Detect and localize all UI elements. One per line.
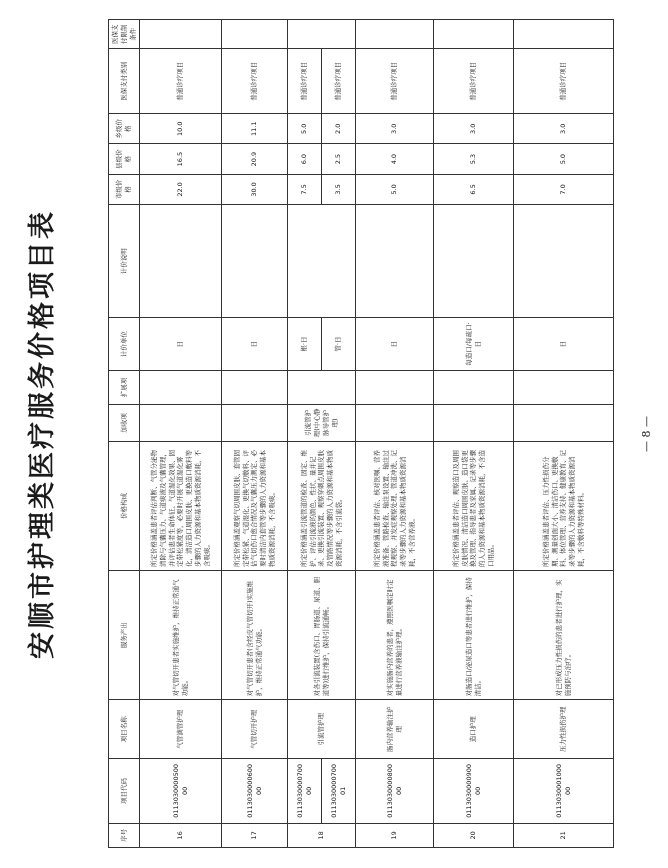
cell-unit: 日 [222,318,288,371]
cell-name: 气管切开护理 [222,700,288,759]
cell-addon: 引流管护理(中心静脉导管护理) [288,405,356,441]
header-note: 计价说明 [109,205,140,318]
cell-city-price: 22.0 [140,174,222,204]
cell-extension [434,370,514,404]
cell-county-price: 4.0 [356,144,434,174]
header-category: 医保支付类别 [109,49,140,114]
cell-category: 普通诊疗项目 [222,49,288,114]
cell-township-price: 10.0 [140,114,222,144]
cell-seq: 17 [222,823,288,847]
document-title: 安顺市护理类医疗服务价格项目表 [27,209,58,659]
cell-restriction [222,20,288,49]
cell-restriction [140,20,222,49]
cell-code: 011303000100000 [514,759,614,824]
table-row [356,20,434,848]
table-row [514,20,614,848]
cell-restriction [356,20,434,49]
cell-township-price: 3.0 [434,114,514,144]
cell-addon [356,405,434,441]
cell-addon [434,405,514,441]
cell-note [356,205,434,318]
cell-composition: 所定价格涵盖患者评估、观察造口及周围皮肤情况、清洁造口周围皮肤、造口袋更换及管理、指导患者及家属、记录等步骤的人力资源和基本物质资源消耗，不含造口用品。 [434,441,514,570]
cell-city-price: 7.5 [288,174,322,204]
cell-unit: 管·日 [322,318,356,371]
cell-category: 普通诊疗项目 [514,49,614,114]
cell-category: 普通诊疗项目 [356,49,434,114]
cell-note [140,205,222,318]
cell-composition: 所定价格涵盖患者评估判断、气管分泌物清除与气囊压力、气道痰液及气囊管理，并评估患者生命体征、气道湿化效果、固定带松紧度等，必要时开展气道湿化雾化，清洁造口周围皮肤、更换造口敷料等步骤的人力资源和基本物质资源消耗，不含吸痰。 [140,441,222,570]
table-row [288,20,322,848]
header-city-price: 市级价格 [109,174,140,204]
header-township-price: 乡级价格 [109,114,140,144]
cell-unit: 日 [140,318,222,371]
cell-county-price: 5.0 [514,144,614,174]
cell-unit: 日 [514,318,614,371]
cell-extension [140,370,222,404]
cell-restriction [288,20,356,49]
cell-category: 普通诊疗项目 [140,49,222,114]
cell-content: 对气管切开患者实施维护，维持正常通气功能。 [140,571,222,700]
cell-county-price: 20.9 [222,144,288,174]
cell-code: 011303000080000 [356,759,434,824]
header-composition: 价格构成 [109,441,140,570]
cell-composition: 所定价格涵盖患者评估、核对医嘱、营养液准备、管路检查、输注泵设置、输注过程观察、并发症观察处理、管道冲洗、记录等步骤的人力资源和基本物质资源消耗，不含营养液。 [356,441,434,570]
cell-seq: 16 [140,823,222,847]
cell-name: 气管滴管护理 [140,700,222,759]
cell-county-price: 2.5 [322,144,356,174]
cell-extension [288,370,356,404]
cell-note [288,205,356,318]
cell-code: 011303000060000 [222,759,288,824]
header-county-price: 县级价格 [109,144,140,174]
cell-extension [514,370,614,404]
price-table [108,19,614,848]
cell-code: 011303000090000 [434,759,514,824]
cell-restriction [514,20,614,49]
cell-extension [356,370,434,404]
cell-name: 肠内营养输注护理 [356,700,434,759]
header-seq: 序号 [109,823,140,847]
cell-note [514,205,614,318]
table-row [222,20,288,848]
cell-composition: 所定价格涵盖引流管道的检查、固定、维护、评估引流液的颜色、性状、量并记录、更换引流装置、观察穿刺点周围皮肤及管路情况等步骤的人力资源和基本物质资源消耗，不含引流袋。 [288,441,356,570]
cell-name: 造口护理 [434,700,514,759]
header-restriction: 医保支付限制条件 [109,20,140,49]
cell-township-price: 3.0 [356,114,434,144]
cell-restriction [434,20,514,49]
cell-addon [140,405,222,441]
table-row [140,20,222,848]
cell-unit: 日 [356,318,434,371]
cell-city-price: 30.0 [222,174,288,204]
cell-seq: 18 [288,823,356,847]
cell-code: 011303000050000 [140,759,222,824]
page-number: — 8 — [640,416,653,452]
cell-county-price: 5.3 [434,144,514,174]
cell-content: 对已形成压力性损伤的患者进行护理，实施预防与治疗。 [514,571,614,700]
cell-seq: 21 [514,823,614,847]
cell-city-price: 6.5 [434,174,514,204]
cell-category: 普通诊疗项目 [322,49,356,114]
table-header-row [109,20,140,848]
header-addon: 加收项 [109,405,140,441]
cell-city-price: 3.5 [322,174,356,204]
cell-name: 压力性损伤护理 [514,700,614,759]
header-unit: 计价单位 [109,318,140,371]
cell-township-price: 5.0 [288,114,322,144]
table-row [434,20,514,848]
cell-unit: 每造口/每疏口·日 [434,318,514,371]
cell-composition: 所定价格涵盖患者评估、压力性损伤分期、测量创面大小、清洁伤口、更换敷料、体位管理、营养支持、健康教育、记录等步骤的人力资源和基本物质资源消耗，不含敷料等特殊材料。 [514,441,614,570]
cell-note [222,205,288,318]
cell-content: 对气管切开患者(含经皮气管切开)实施维护，维持正常通气功能。 [222,571,288,700]
cell-city-price: 7.0 [514,174,614,204]
header-content: 服务产出 [109,571,140,700]
cell-note [434,205,514,318]
header-name: 项目名称 [109,700,140,759]
cell-seq: 19 [356,823,434,847]
cell-city-price: 5.0 [356,174,434,204]
cell-township-price: 11.1 [222,114,288,144]
cell-category: 普通诊疗项目 [434,49,514,114]
cell-content: 对各引流装置(含伤口、胃肠道、尿道、胆道等)进行维护，保持引流通畅。 [288,571,356,700]
cell-addon [514,405,614,441]
cell-addon [222,405,288,441]
cell-content: 对实施肠内营养的患者，遵照医嘱定时定量进行营养液输注护理。 [356,571,434,700]
cell-name: 引流管护理 [288,700,356,759]
cell-unit: 根·日 [288,318,322,371]
header-code: 项目代码 [109,759,140,824]
cell-extension [222,370,288,404]
cell-category: 普通诊疗项目 [288,49,322,114]
header-extension: 扩展项 [109,370,140,404]
cell-township-price: 3.0 [514,114,614,144]
cell-seq: 20 [434,823,514,847]
cell-code: 011303000070001 [322,759,356,824]
cell-composition: 所定价格涵盖观察气切周围皮肤、套管固定带松紧、气道湿化、更换气切敷料、评估气切伤口愈合情况及气囊压力测定、必要时清洁内套管等步骤的人力资源和基本物质资源消耗，不含吸痰。 [222,441,288,570]
cell-county-price: 16.5 [140,144,222,174]
cell-content: 对肠造口/泌尿造口等患者进行维护，保持清洁。 [434,571,514,700]
cell-county-price: 6.0 [288,144,322,174]
cell-code: 011303000070000 [288,759,322,824]
cell-township-price: 2.0 [322,114,356,144]
